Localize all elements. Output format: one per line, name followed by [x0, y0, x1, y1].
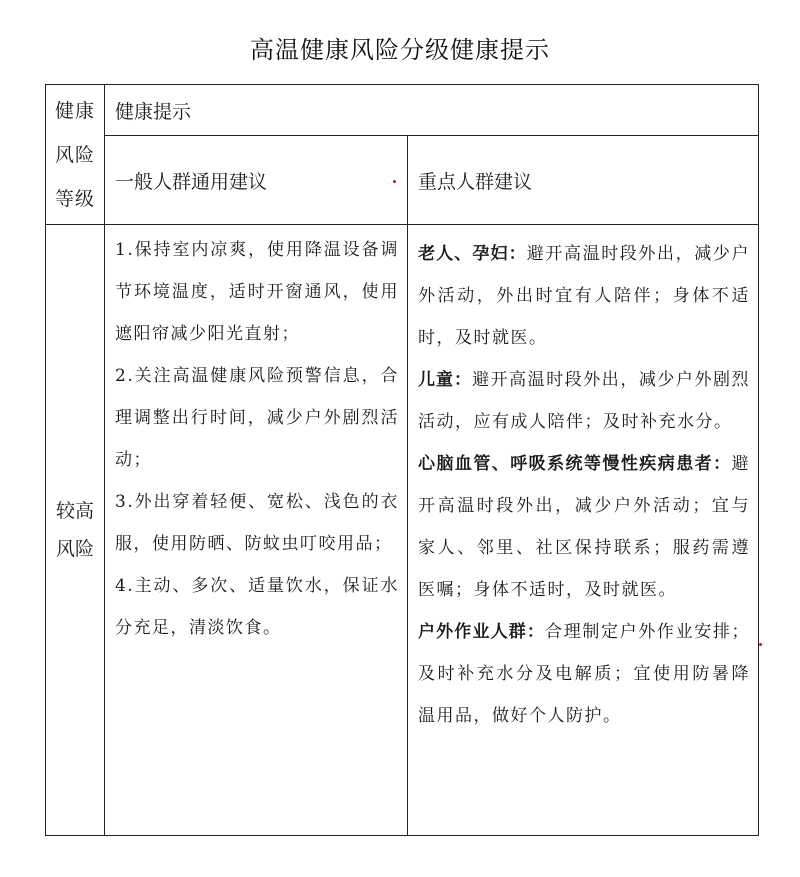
key-group-advice: 避开高温时段外出，减少户外活动，外出时宜有人陪伴；身体不适时，及时就医。: [418, 244, 751, 348]
risk-level-header-line-3: 等级: [54, 187, 95, 210]
general-population-header-label: 一般人群通用建议: [115, 170, 268, 193]
key-group-label: 心脑血管、呼吸系统等慢性疾病患者：: [418, 454, 732, 474]
key-advice-cell: [408, 225, 759, 836]
key-group-label: 户外作业人群：: [418, 622, 546, 642]
page-title: 高温健康风险分级健康提示: [250, 36, 550, 64]
key-group-advice: 避开高温时段外出，减少户外剧烈活动，应有成人陪伴；及时补充水分。: [418, 370, 751, 432]
health-tips-header: 健康提示: [105, 85, 759, 136]
key-group-label: 儿童：: [418, 370, 473, 390]
risk-level-header-line-1: 健康: [54, 99, 95, 122]
general-advice-item: 2.关注高温健康风险预警信息，合理调整出行时间，减少户外剧烈活动；: [115, 366, 399, 470]
key-advice-item: [418, 443, 750, 611]
risk-table: [45, 84, 759, 836]
general-advice-cell: [105, 225, 408, 836]
risk-level-line-2: 风险: [55, 538, 94, 560]
key-advice-item: [418, 233, 750, 359]
risk-level-header-line-2: 风险: [54, 143, 95, 166]
key-group-label: 老人、孕妇：: [418, 244, 527, 264]
red-mark-dot: [759, 643, 762, 646]
general-advice-item: 3.外出穿着轻便、宽松、浅色的衣服，使用防晒、防蚊虫叮咬用品；: [115, 492, 399, 554]
key-group-advice: 避开高温时段外出，减少户外活动；宜与家人、邻里、社区保持联系；服药需遵医嘱；身体不适时，及时就医。: [418, 454, 751, 600]
general-advice-item: 4.主动、多次、适量饮水，保证水分充足，清淡饮食。: [115, 576, 399, 638]
risk-level-header: [46, 85, 105, 225]
key-group-advice: 合理制定户外作业安排；及时补充水分及电解质；宜使用防暑降温用品，做好个人防护。: [418, 622, 751, 726]
general-advice-list: [115, 225, 399, 649]
key-advice-item: [418, 359, 750, 443]
general-population-header: [105, 136, 408, 225]
red-mark-dot: [393, 180, 396, 183]
general-advice-item: 1.保持室内凉爽，使用降温设备调节环境温度，适时开窗通风，使用遮阳帘减少阳光直射；: [115, 240, 399, 344]
risk-level-cell: [46, 225, 105, 836]
risk-level-line-1: 较高: [55, 500, 94, 522]
key-population-header: 重点人群建议: [408, 136, 759, 225]
key-advice-item: [418, 611, 750, 737]
key-advice-list: [418, 225, 750, 737]
